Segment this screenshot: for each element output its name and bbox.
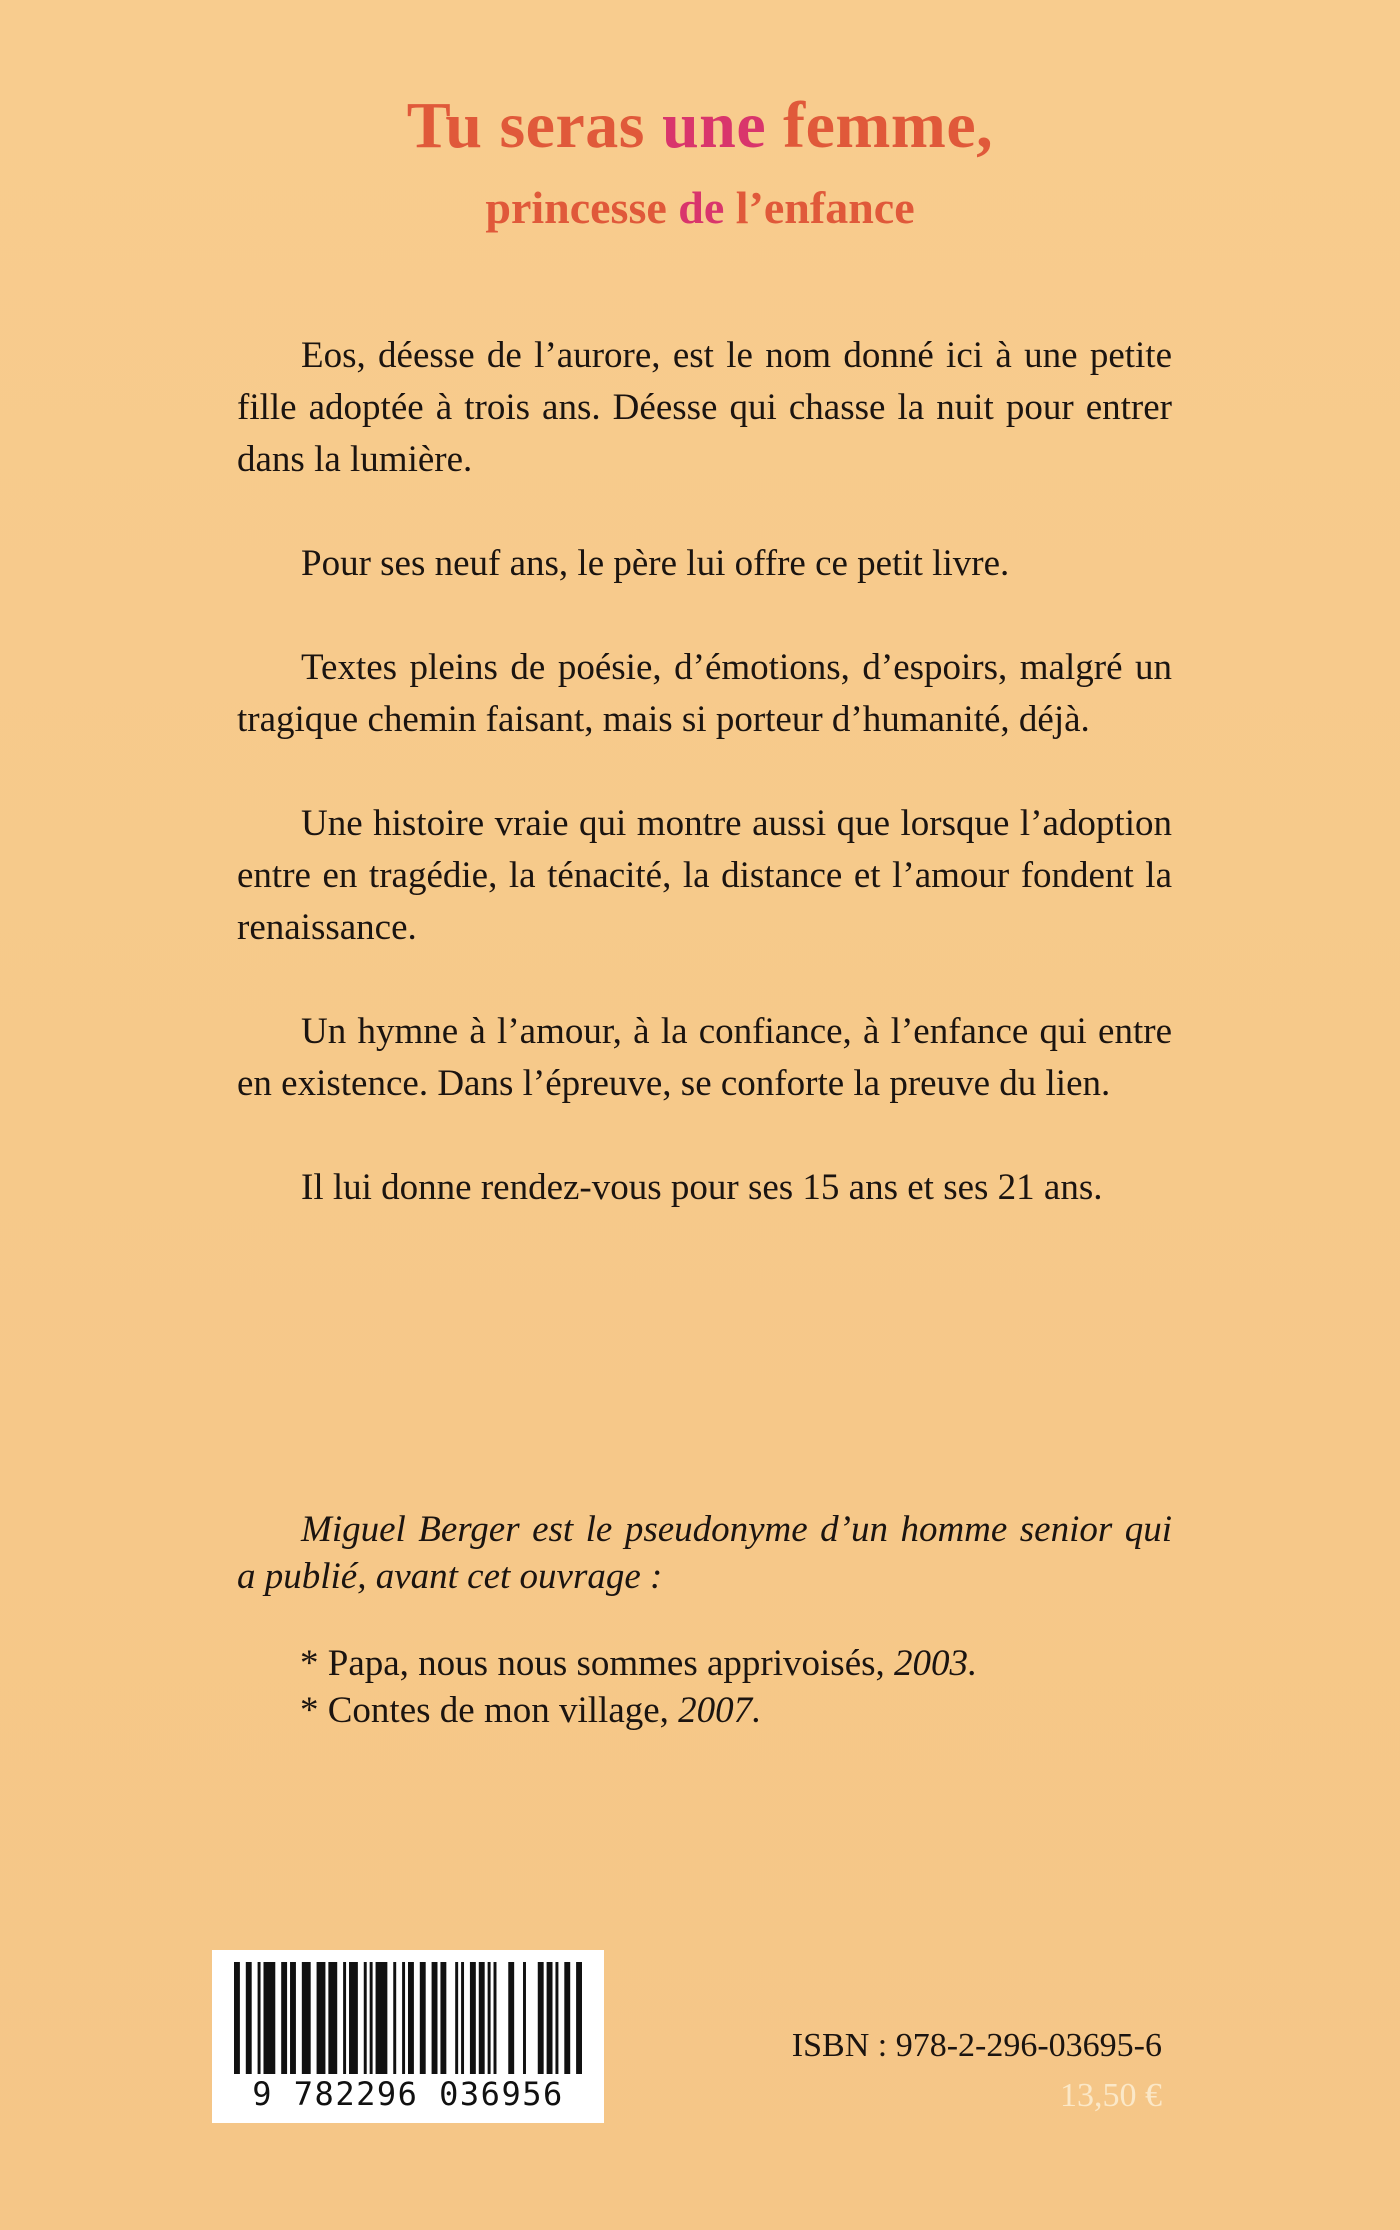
blurb-paragraph: Pour ses neuf ans, le père lui offre ce petit livre. bbox=[301, 543, 1010, 584]
work-year: 2003. bbox=[894, 1643, 978, 1684]
title-part-2: une bbox=[661, 89, 767, 162]
barcode-bar bbox=[494, 1962, 497, 2074]
barcode-bar bbox=[364, 1962, 367, 2074]
book-title bbox=[0, 86, 1400, 166]
barcode-bar bbox=[564, 1962, 570, 2074]
barcode-bar bbox=[376, 1962, 388, 2074]
barcode-bar bbox=[479, 1962, 485, 2074]
barcode-bar bbox=[281, 1962, 287, 2074]
barcode-bar bbox=[432, 1962, 438, 2074]
barcode-bar bbox=[408, 1962, 414, 2074]
barcode-bar bbox=[470, 1962, 476, 2074]
blurb-paragraph: Eos, déesse de l’aurore, est le nom donné ici à une petite fille adoptée à trois ans. Déesse qui chasse la nuit pour entrer dans la lumière. bbox=[237, 335, 1172, 480]
barcode-digits: 9 782296 036956 bbox=[252, 2075, 564, 2113]
barcode-bar bbox=[258, 1962, 261, 2074]
barcode-bar bbox=[328, 1962, 337, 2074]
barcode bbox=[212, 1950, 604, 2123]
price: 13,50 € bbox=[1060, 2077, 1162, 2114]
barcode-bar bbox=[302, 1962, 311, 2074]
book-subtitle bbox=[0, 180, 1400, 236]
previous-works-list bbox=[300, 1640, 1160, 1734]
barcode-bar bbox=[488, 1962, 491, 2074]
blurb-paragraph: Une histoire vraie qui montre aussi que lorsque l’adoption entre en tragédie, la ténacité, la distance et l’amour fondent la renaissance. bbox=[237, 803, 1172, 948]
barcode-bar bbox=[402, 1962, 405, 2074]
title-part-3: femme, bbox=[766, 89, 994, 162]
barcode-bar bbox=[317, 1962, 326, 2074]
subtitle-part-2: de bbox=[678, 182, 725, 233]
barcode-bar bbox=[290, 1962, 296, 2074]
work-year: 2007. bbox=[678, 1690, 762, 1731]
barcode-bar bbox=[555, 1962, 558, 2074]
barcode-bar bbox=[523, 1962, 526, 2074]
barcode-bar bbox=[461, 1962, 464, 2074]
barcode-bar bbox=[440, 1962, 446, 2074]
barcode-bar bbox=[508, 1962, 514, 2074]
barcode-bar bbox=[234, 1962, 240, 2074]
blurb-paragraph: Textes pleins de poésie, d’émotions, d’espoirs, malgré un tragique chemin faisant, mais si porteur d’humanité, déjà. bbox=[237, 647, 1172, 740]
isbn: ISBN : 978-2-296-03695-6 bbox=[791, 2027, 1162, 2064]
barcode-bar bbox=[343, 1962, 346, 2074]
barcode-bar bbox=[393, 1962, 396, 2074]
blurb-paragraph: Un hymne à l’amour, à la confiance, à l’enfance qui entre en existence. Dans l’épreuve, se conforte la preuve du lien. bbox=[237, 1011, 1172, 1104]
barcode-bar bbox=[246, 1962, 252, 2074]
author-note: Miguel Berger est le pseudonyme d’un homme senior qui a publié, avant cet ouvrage : bbox=[237, 1509, 1172, 1597]
work-title: * Contes de mon village, bbox=[300, 1690, 679, 1731]
title-part-1: Tu seras bbox=[406, 89, 662, 162]
subtitle-part-1: princesse bbox=[485, 182, 679, 233]
work-title: * Papa, nous nous sommes apprivoisés, bbox=[300, 1643, 895, 1684]
barcode-bar bbox=[455, 1962, 458, 2074]
barcode-bar bbox=[370, 1962, 373, 2074]
blurb-paragraph: Il lui donne rendez-vous pour ses 15 ans et ses 21 ans. bbox=[301, 1167, 1103, 1208]
barcode-bar bbox=[349, 1962, 358, 2074]
barcode-bar bbox=[538, 1962, 544, 2074]
barcode-bar bbox=[576, 1962, 582, 2074]
previous-work-item bbox=[300, 1640, 1160, 1687]
subtitle-part-3: l’enfance bbox=[724, 182, 915, 233]
blurb bbox=[237, 330, 1172, 1266]
barcode-bar bbox=[263, 1962, 275, 2074]
previous-work-item bbox=[300, 1687, 1160, 1734]
barcode-bar bbox=[547, 1962, 553, 2074]
barcode-bar bbox=[420, 1962, 426, 2074]
